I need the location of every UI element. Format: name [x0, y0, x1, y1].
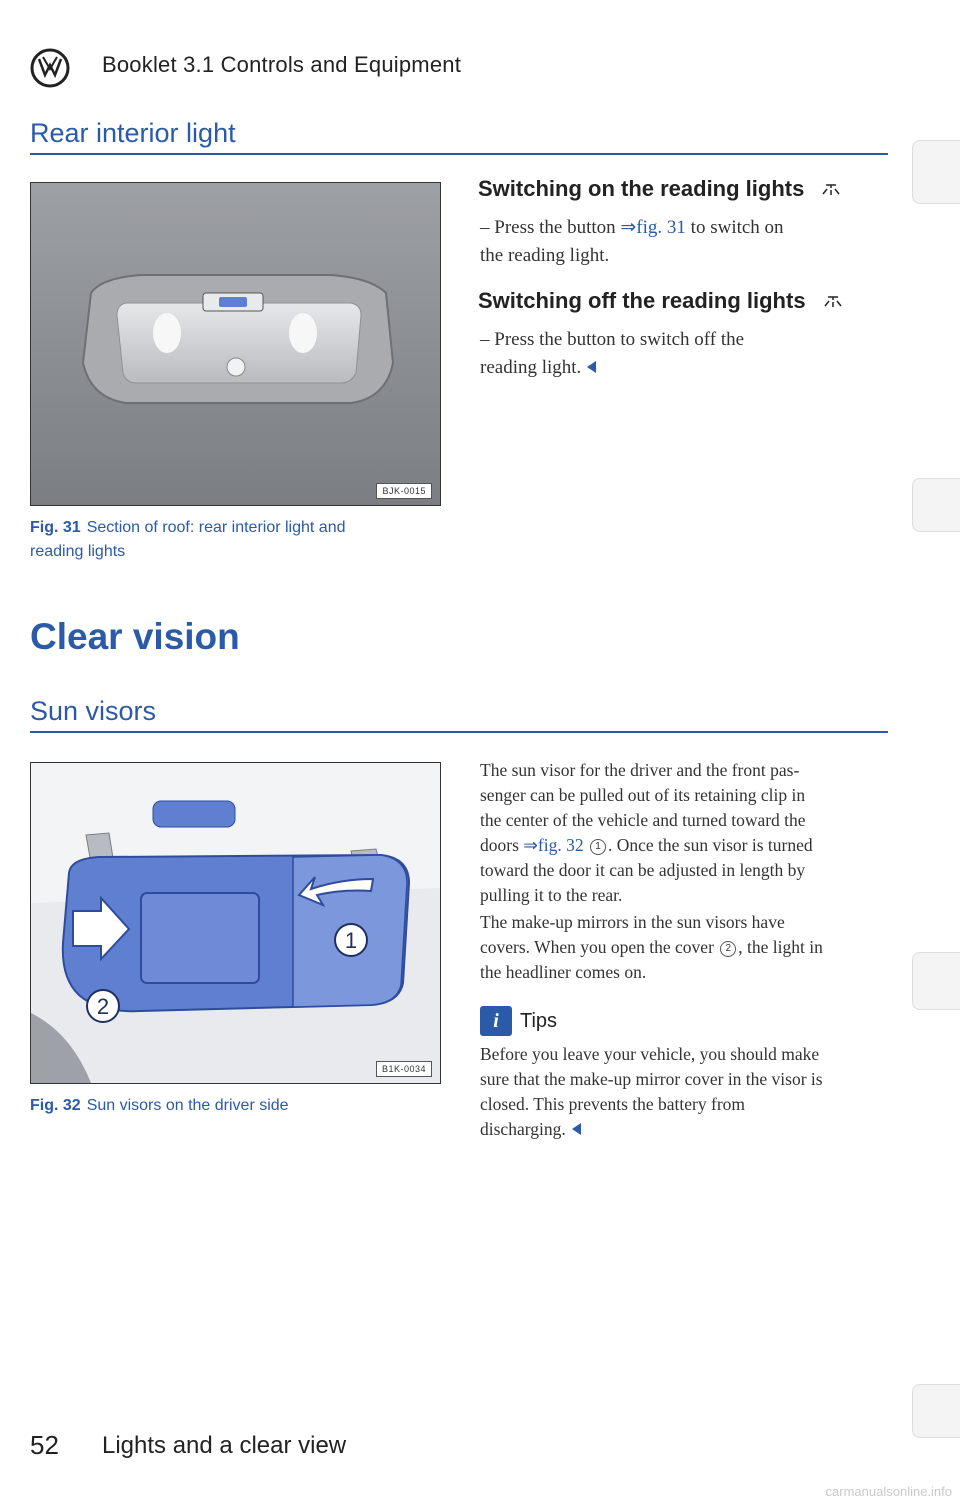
text: doors	[480, 835, 524, 855]
text: – Press the button	[480, 217, 621, 238]
figure-32-caption	[30, 1094, 450, 1118]
thumb-tab	[912, 952, 960, 1010]
text: senger can be pulled out of its retaining clip in	[480, 785, 806, 805]
text: Before you leave your vehicle, you should make	[480, 1044, 820, 1064]
tips-text	[480, 1042, 900, 1142]
figure-label: Fig. 32	[30, 1097, 81, 1114]
text: covers. When you open the cover	[480, 937, 719, 957]
thumb-tab	[912, 1384, 960, 1438]
text: The sun visor for the driver and the front pas-	[480, 760, 800, 780]
fig-32-link[interactable]: ⇒fig. 32	[523, 835, 584, 855]
text: sure that the make-up mirror cover in the visor is	[480, 1069, 823, 1089]
text: discharging.	[480, 1119, 566, 1139]
thumb-tab	[912, 478, 960, 532]
reading-light-icon	[820, 294, 846, 308]
thumb-tab	[912, 140, 960, 204]
roof-light-illustration	[31, 183, 440, 505]
sun-visor-paragraph-1	[480, 758, 900, 908]
sun-visor-illustration	[31, 763, 440, 1083]
end-marker-icon	[587, 361, 596, 373]
info-icon: i	[480, 1006, 512, 1036]
figure-code: B1K-0034	[376, 1061, 432, 1077]
figure-31-caption	[30, 516, 450, 564]
text: pulling it to the rear.	[480, 885, 623, 905]
switch-on-instruction	[480, 214, 900, 270]
watermark: carmanualsonline.info	[825, 1484, 952, 1499]
subheading-text: Switching off the reading lights	[478, 288, 806, 313]
caption-line: Sun visors on the driver side	[86, 1097, 289, 1114]
caption-line: Section of roof: rear interior light and	[86, 519, 346, 536]
callout-1-label: 1	[344, 928, 358, 953]
ref-circle-1: 1	[590, 839, 606, 855]
figure-31-roof-light	[30, 182, 441, 506]
text: the center of the vehicle and turned toward the	[480, 810, 806, 830]
text: the reading light.	[480, 245, 610, 266]
fig-31-link[interactable]: ⇒fig. 31	[620, 217, 686, 238]
chapter-heading-clear-vision: Clear vision	[30, 616, 240, 657]
figure-code: BJK-0015	[376, 483, 432, 499]
section-rule	[30, 153, 888, 155]
sun-visor-paragraph-2	[480, 910, 900, 985]
tips-heading: Tips	[520, 1010, 558, 1032]
text: reading light.	[480, 357, 582, 378]
text: – Press the button to switch off the	[480, 329, 745, 350]
reading-light-icon	[818, 182, 844, 196]
subheading-text: Switching on the reading lights	[478, 176, 805, 201]
subheading-switching-off	[478, 288, 846, 314]
booklet-title: Booklet 3.1 Controls and Equipment	[102, 52, 462, 77]
text: . Once the sun visor is turned	[608, 835, 813, 855]
figure-label: Fig. 31	[30, 519, 81, 536]
page-number: 52	[30, 1430, 59, 1460]
figure-32-sun-visor	[30, 762, 441, 1084]
section-rule	[30, 731, 888, 733]
chapter-name: Lights and a clear view	[102, 1432, 347, 1459]
section-heading-sun-visors: Sun visors	[30, 696, 157, 726]
text: closed. This prevents the battery from	[480, 1094, 746, 1114]
text: , the light in	[738, 937, 823, 957]
ref-circle-2: 2	[720, 941, 736, 957]
vw-logo-icon	[30, 48, 70, 88]
text: to switch on	[685, 217, 784, 238]
subheading-switching-on	[478, 176, 844, 202]
end-marker-icon	[572, 1123, 581, 1135]
text: the headliner comes on.	[480, 962, 647, 982]
callout-2-label: 2	[96, 994, 110, 1019]
section-heading-rear-interior-light: Rear interior light	[30, 118, 236, 148]
text: The make-up mirrors in the sun visors have	[480, 912, 785, 932]
switch-off-instruction	[480, 326, 900, 382]
text: toward the door it can be adjusted in length by	[480, 860, 806, 880]
caption-line: reading lights	[30, 543, 126, 560]
